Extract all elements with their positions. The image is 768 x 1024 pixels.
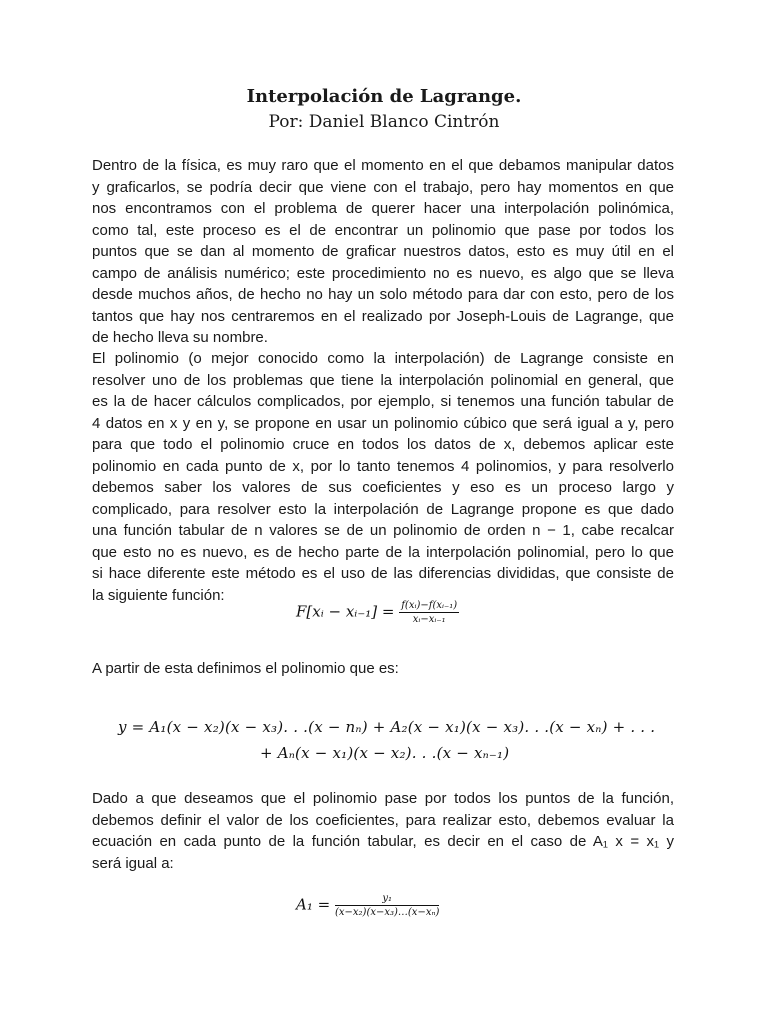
text-line: si hace diferente este método es el uso de las diferencias divididas, que consiste de	[92, 565, 674, 582]
fraction-denominator: (x−x₂)(x−x₃)…(x−xₙ)	[334, 907, 440, 918]
equation-coefficient-a1	[296, 893, 439, 918]
text-line: resolver uno de los problemas que tiene la interpolación polinomial en general, que	[92, 371, 674, 389]
fraction-numerator: f(xᵢ)−f(xᵢ₋₁)	[401, 600, 458, 611]
text-line: de hecho lleva su nombre.	[92, 329, 268, 346]
text-line: Dentro de la física, es muy raro que el momento en el que debamos manipular datos	[92, 157, 674, 174]
text-line: debemos saber los valores de sus coeficientes y eso es un proceso largo y	[92, 479, 674, 496]
document-title: Interpolación de Lagrange.	[246, 86, 522, 107]
equation-polynomial-line-1: y = A₁(x − x₂)(x − x₃). . .(x − nₙ) + A₂(x − x₁)(x − x₃). . .(x − xₙ) + . . .	[118, 718, 656, 736]
text-line: polinomio en cada punto de x, por lo tanto tenemos 4 polinomios, y para resolverlo	[92, 457, 674, 475]
paragraph-lagrange-description	[92, 348, 674, 606]
text-line: y graficarlos, se podría decir que viene con el trabajo, pero hay momentos en que	[92, 178, 674, 196]
text-line: campo de análisis numérico; este procedimiento no es nuevo, es algo que se lleva	[92, 264, 674, 282]
fraction-numerator: y₁	[335, 893, 439, 906]
text-line: será igual a:	[92, 854, 174, 872]
equation-fraction	[335, 893, 439, 918]
equation-polynomial-line-2: + Aₙ(x − x₁)(x − x₂). . .(x − xₙ₋₁)	[260, 744, 510, 762]
document-author: Por: Daniel Blanco Cintrón	[268, 112, 500, 132]
equation-divided-difference	[296, 600, 459, 625]
equation-lhs: A₁ =	[296, 895, 331, 914]
text-line: ecuación en cada punto de la función tabular, es decir en el caso de A₁ x = x₁ y	[92, 833, 674, 850]
text-line: una función tabular de n valores se de un polinomio de orden n − 1, cabe recalcar	[92, 522, 674, 539]
text-line: debemos definir el valor de los coeficientes, para realizar esto, debemos evaluar la	[92, 811, 674, 829]
text-line: El polinomio (o mejor conocido como la interpolación) de Lagrange consiste en	[92, 350, 674, 367]
text-line: la siguiente función:	[92, 586, 225, 604]
equation-lhs: F[xᵢ − xᵢ₋₁] =	[296, 602, 395, 621]
text-line: que esto no es nuevo, es de hecho parte de la interpolación polinomial, pero lo que	[92, 543, 674, 561]
text-line: como tal, este proceso es el de encontrar un polinomio que pase por todos los	[92, 221, 674, 239]
text-line: A partir de esta definimos el polinomio que es:	[92, 660, 399, 677]
text-line: tantos que hay nos centraremos en el realizado por Joseph-Louis de Lagrange, que	[92, 307, 674, 325]
text-line: complicado, para resolver esto la interpolación de Lagrange propone es que dado	[92, 500, 674, 518]
text-line: para que todo el polinomio cruce en todos los datos de x, debemos aplicar este	[92, 436, 674, 453]
paragraph-introduction	[92, 155, 674, 349]
equation-fraction	[399, 600, 459, 625]
paragraph-coefficients	[92, 788, 674, 874]
text-line: es la de hacer cálculos complicados, por ejemplo, si tenemos una función tabular de	[92, 393, 674, 410]
text-line: desde muchos años, de hecho no hay un solo método para dar con esto, pero de los	[92, 286, 674, 303]
paragraph-polynomial-intro	[92, 658, 674, 680]
text-line: puntos que se dan al momento de graficar nuestros datos, esto es muy útil en el	[92, 243, 674, 260]
text-line: 4 datos en x y en y, se propone en usar un polinomio cúbico que será igual a y, pero	[92, 414, 674, 432]
text-line: Dado a que deseamos que el polinomio pase por todos los puntos de la función,	[92, 790, 674, 807]
fraction-denominator: xᵢ−xᵢ₋₁	[412, 614, 446, 625]
text-line: nos encontramos con el problema de querer hacer una interpolación polinómica,	[92, 200, 674, 217]
